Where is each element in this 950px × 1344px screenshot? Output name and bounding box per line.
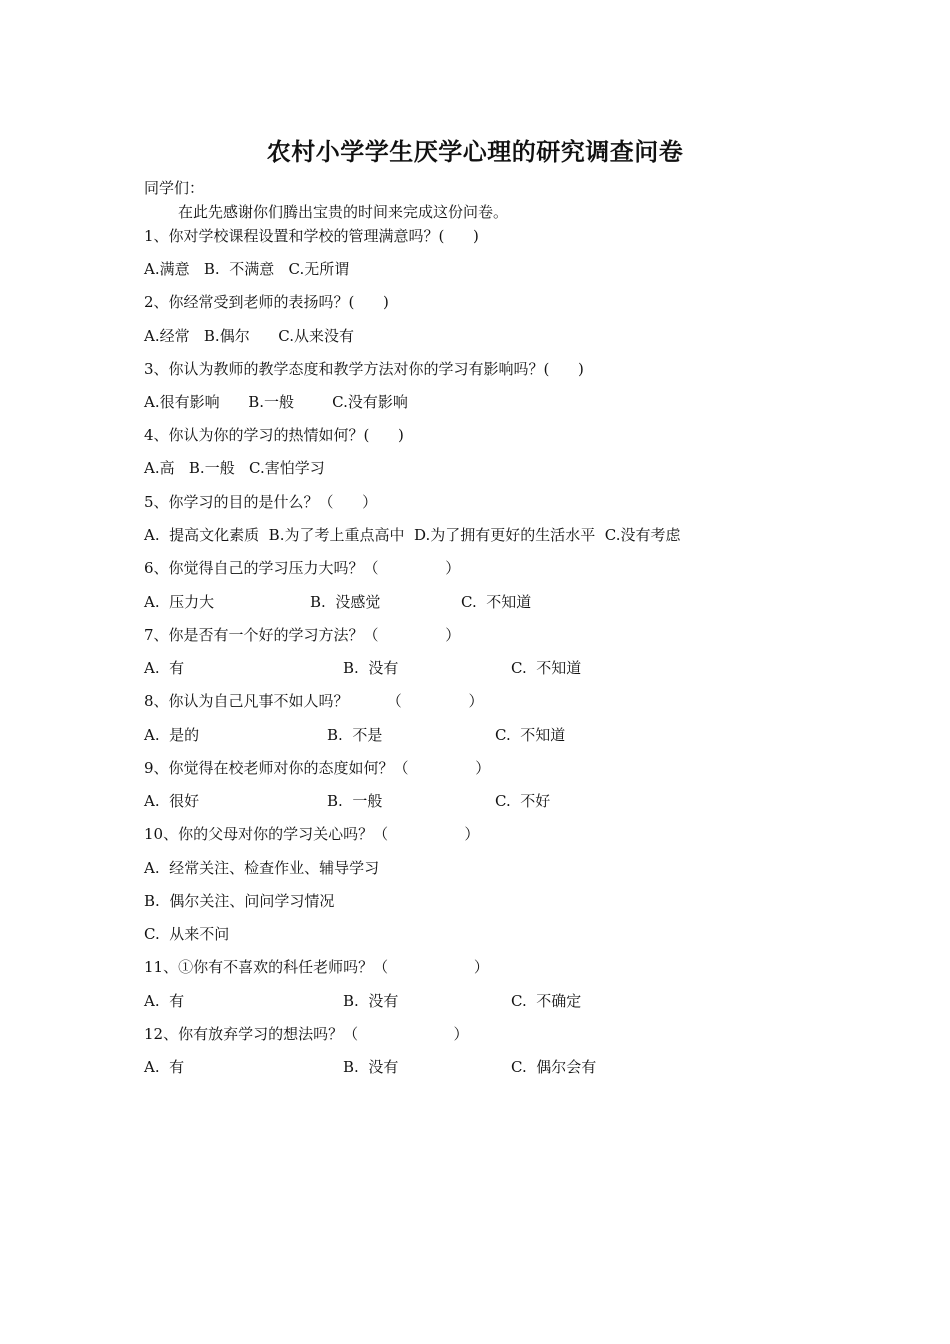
question-9: 9、你觉得在校老师对你的态度如何？（ ）	[144, 759, 491, 777]
option-10-b: B. 偶尔关注、问问学习情况	[144, 892, 335, 910]
question-3: 3、你认为教师的教学态度和教学方法对你的学习有影响吗？( )	[144, 360, 584, 378]
option-9-c: C. 不好	[495, 792, 551, 810]
option-8-c: C. 不知道	[495, 726, 566, 744]
question-12: 12、你有放弃学习的想法吗？（ ）	[144, 1025, 469, 1043]
greeting: 同学们：	[144, 179, 205, 197]
option-11-a: A. 有	[144, 992, 185, 1010]
answer-options-5: A. 提高文化素质 B.为了考上重点高中 D.为了拥有更好的生活水平 C.没有考虑	[144, 526, 681, 544]
option-6-b: B. 没感觉	[310, 593, 381, 611]
option-7-a: A. 有	[144, 659, 185, 677]
option-9-b: B. 一般	[327, 792, 383, 810]
option-12-b: B. 没有	[343, 1058, 399, 1076]
option-6-a: A. 压力大	[144, 593, 215, 611]
option-9-a: A. 很好	[144, 792, 200, 810]
question-2: 2、你经常受到老师的表扬吗？( )	[144, 293, 389, 311]
answer-options-3: A.很有影响 B.一般 C.没有影响	[144, 393, 408, 411]
option-6-c: C. 不知道	[461, 593, 532, 611]
question-8: 8、你认为自己凡事不如人吗？ （ ）	[144, 692, 484, 710]
option-7-b: B. 没有	[343, 659, 399, 677]
option-12-c: C. 偶尔会有	[511, 1058, 597, 1076]
page-title: 农村小学学生厌学心理的研究调查问卷	[266, 138, 684, 166]
question-10: 10、你的父母对你的学习关心吗？（ ）	[144, 825, 480, 843]
question-5: 5、你学习的目的是什么？（ ）	[144, 493, 378, 511]
option-7-c: C. 不知道	[511, 659, 582, 677]
option-8-b: B. 不是	[327, 726, 383, 744]
option-12-a: A. 有	[144, 1058, 185, 1076]
option-11-b: B. 没有	[343, 992, 399, 1010]
answer-options-1: A.满意 B. 不满意 C.无所谓	[144, 260, 350, 278]
question-11: 11、①你有不喜欢的科任老师吗？（ ）	[144, 958, 489, 976]
intro-text: 在此先感谢你们腾出宝贵的时间来完成这份问卷。	[178, 203, 509, 221]
option-10-c: C. 从来不问	[144, 925, 230, 943]
option-8-a: A. 是的	[144, 726, 200, 744]
answer-options-2: A.经常 B.偶尔 C.从来没有	[144, 327, 355, 345]
question-4: 4、你认为你的学习的热情如何？( )	[144, 426, 404, 444]
option-11-c: C. 不确定	[511, 992, 582, 1010]
question-1: 1、你对学校课程设置和学校的管理满意吗？( )	[144, 227, 479, 245]
question-7: 7、你是否有一个好的学习方法？（ ）	[144, 626, 461, 644]
option-10-a: A. 经常关注、检查作业、辅导学习	[144, 859, 380, 877]
answer-options-4: A.高 B.一般 C.害怕学习	[144, 459, 325, 477]
question-6: 6、你觉得自己的学习压力大吗？（ ）	[144, 559, 461, 577]
